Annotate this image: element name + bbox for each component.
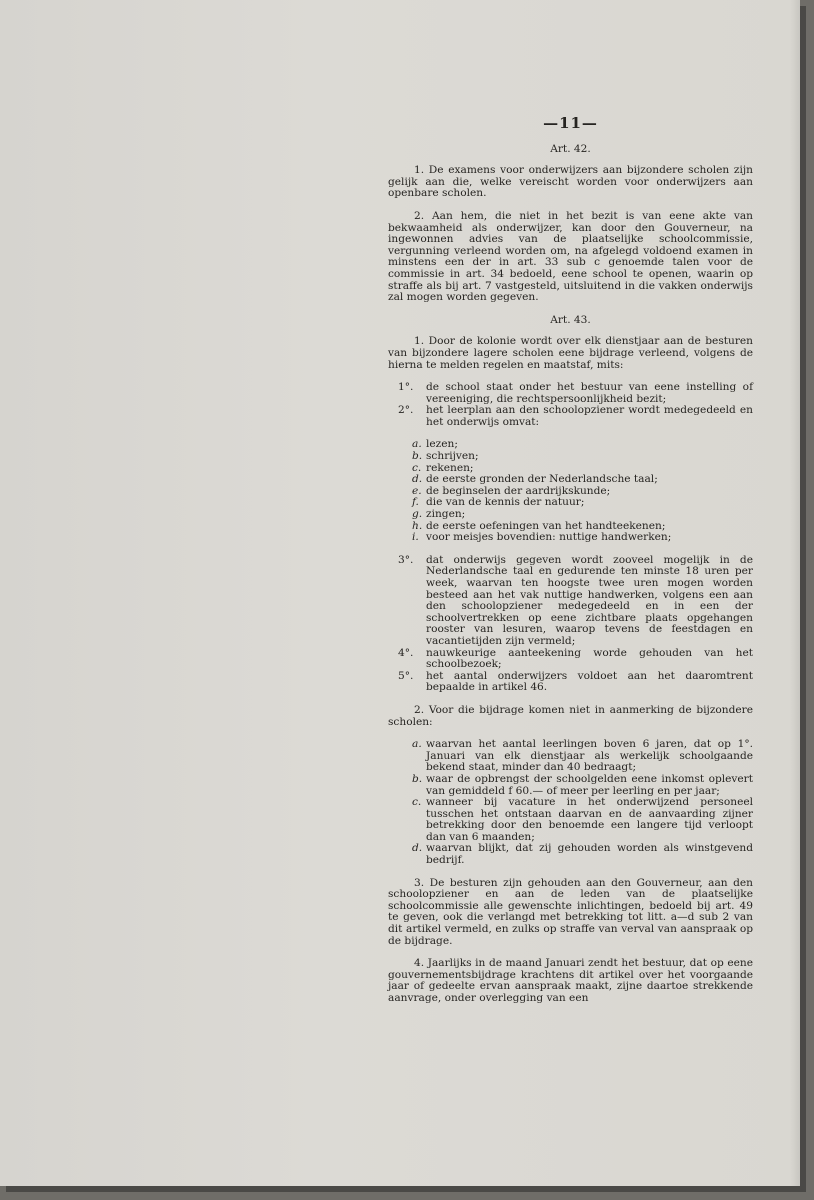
article-title: Art. 42. xyxy=(550,142,591,155)
exclusions-list xyxy=(388,739,753,867)
list-item xyxy=(388,774,753,797)
list-item xyxy=(388,555,753,648)
paragraph: 2. Aan hem, die niet in het bezit is van eene akte van bekwaamheid als onderwijzer, kan door den Gouverneur, na ingewonnen advies van de plaatselijke schoolcommissie, vergunning verleend worden om, na afgelegd voldoend examen in minstens een der in art. 33 sub c genoemde talen voor de commissie in art. 34 bedoeld, eene school te openen, waarin op straffe als bij art. 7 vastgesteld, uitsluitend in die vakken onderwijs zal mogen worden gegeven. xyxy=(388,209,753,304)
list-label: i. xyxy=(412,531,419,544)
article-title: Art. 43. xyxy=(550,313,591,326)
list-item xyxy=(388,797,753,843)
list-text: waar de opbrengst der schoolgelden eene inkomst oplevert van gemiddeld f 60.— of meer per leerling en per jaar; xyxy=(426,772,753,797)
list-text: de eerste gronden der Nederlandsche taal; xyxy=(426,473,658,486)
list-label: b. xyxy=(412,772,423,785)
list-text: die van de kennis der natuur; xyxy=(426,496,585,509)
list-label: b. xyxy=(412,450,423,463)
list-text: nauwkeurige aanteekening worde gehouden van het schoolbezoek; xyxy=(426,646,753,671)
list-text: de beginselen der aardrijkskunde; xyxy=(426,484,611,497)
list-item xyxy=(388,648,753,671)
paragraph: 1. Door de kolonie wordt over elk dienstjaar aan de besturen van bijzondere lagere scholen eene bijdrage verleend, volgens de hierna te melden regelen en maatstaf, mits: xyxy=(388,335,753,371)
page-text xyxy=(388,114,753,1016)
list-text: waarvan het aantal leerlingen boven 6 jaren, dat op 1°. Januari van elk dienstjaar als werkelijk schoolgaande bekend staat, minder dan 40 bedraagt; xyxy=(426,738,753,774)
conditions-list xyxy=(388,555,753,694)
list-label: g. xyxy=(412,508,423,521)
page-number: —11— xyxy=(543,114,598,132)
list-label: h. xyxy=(412,519,423,532)
subjects-list xyxy=(388,439,753,543)
list-label: a. xyxy=(412,738,422,751)
list-item xyxy=(388,405,753,428)
list-text: het leerplan aan den schoolopziener wordt medegedeeld en het onderwijs omvat: xyxy=(426,404,753,428)
list-text: zingen; xyxy=(426,508,466,521)
list-text: de eerste oefeningen van het handteekenen; xyxy=(426,519,666,532)
list-text: wanneer bij vacature in het onderwijzend personeel tusschen het ontstaan daarvan en de aanvaarding zijner betrekking door den benoemde een langere tijd verloopt dan van 6 maanden; xyxy=(426,796,753,843)
list-text: rekenen; xyxy=(426,461,474,474)
list-text: het aantal onderwijzers voldoet aan het daaromtrent bepaalde in artikel 46. xyxy=(426,669,753,694)
list-label: d. xyxy=(412,473,423,486)
list-label: c. xyxy=(412,796,422,809)
list-label: d. xyxy=(412,842,423,855)
list-label: 3°. xyxy=(398,553,414,566)
list-text: waarvan blijkt, dat zij gehouden worden als winstgevend bedrijf. xyxy=(426,842,753,867)
list-item xyxy=(388,739,753,774)
list-item xyxy=(388,671,753,694)
list-item xyxy=(388,532,753,544)
list-text: lezen; xyxy=(426,438,458,451)
list-text: de school staat onder het bestuur van eene instelling of vereeniging, die rechtspersoonlijkheid bezit; xyxy=(426,381,753,405)
list-label: 1°. xyxy=(398,381,414,394)
list-label: 4°. xyxy=(398,646,414,659)
list-label: 2°. xyxy=(398,404,414,417)
paragraph: 4. Jaarlijks in de maand Januari zendt het bestuur, dat op eene gouvernementsbijdrage krachtens dit artikel over het voorgaande jaar of gedeelte ervan aanspraak maakt, zijne daartoe strekkende aanvrage, onder overlegging van een xyxy=(388,957,753,1004)
list-text: dat onderwijs gegeven wordt zooveel mogelijk in de Nederlandsche taal en gedurende ten minste 18 uren per week, waarvan ten hoogste twee uren mogen worden besteed aan het vak nuttige handwerken, volgens een aan den schoolopziener medegedeeld en in een der schoolvertrekken op eene zichtbare plaats opgehangen rooster van lesuren, waarop tevens de feestdagen en vacantietijden zijn vermeld; xyxy=(426,553,753,647)
list-item xyxy=(388,382,753,405)
list-label: 5°. xyxy=(398,669,414,682)
list-text: schrijven; xyxy=(426,450,479,463)
paragraph: 1. De examens voor onderwijzers aan bijzondere scholen zijn gelijk aan die, welke vereischt worden voor onderwijzers aan openbare scholen. xyxy=(388,164,753,200)
list-label: e. xyxy=(412,484,422,497)
list-label: c. xyxy=(412,461,422,474)
list-text: voor meisjes bovendien: nuttige handwerken; xyxy=(426,531,672,544)
list-label: f. xyxy=(412,496,419,509)
paragraph: 3. De besturen zijn gehouden aan den Gouverneur, aan den schoolopziener en aan de leden van de plaatselijke schoolcommissie alle gewenschte inlichtingen, bedoeld bij art. 49 te geven, ook die verlangd met betrekking tot litt. a—d sub 2 van dit artikel vermeld, en zulks op straffe van verval van aanspraak op de bijdrage. xyxy=(388,876,753,947)
conditions-list xyxy=(388,382,753,428)
list-item xyxy=(388,843,753,866)
paragraph: 2. Voor die bijdrage komen niet in aanmerking de bijzondere scholen: xyxy=(388,703,753,728)
list-label: a. xyxy=(412,438,422,451)
